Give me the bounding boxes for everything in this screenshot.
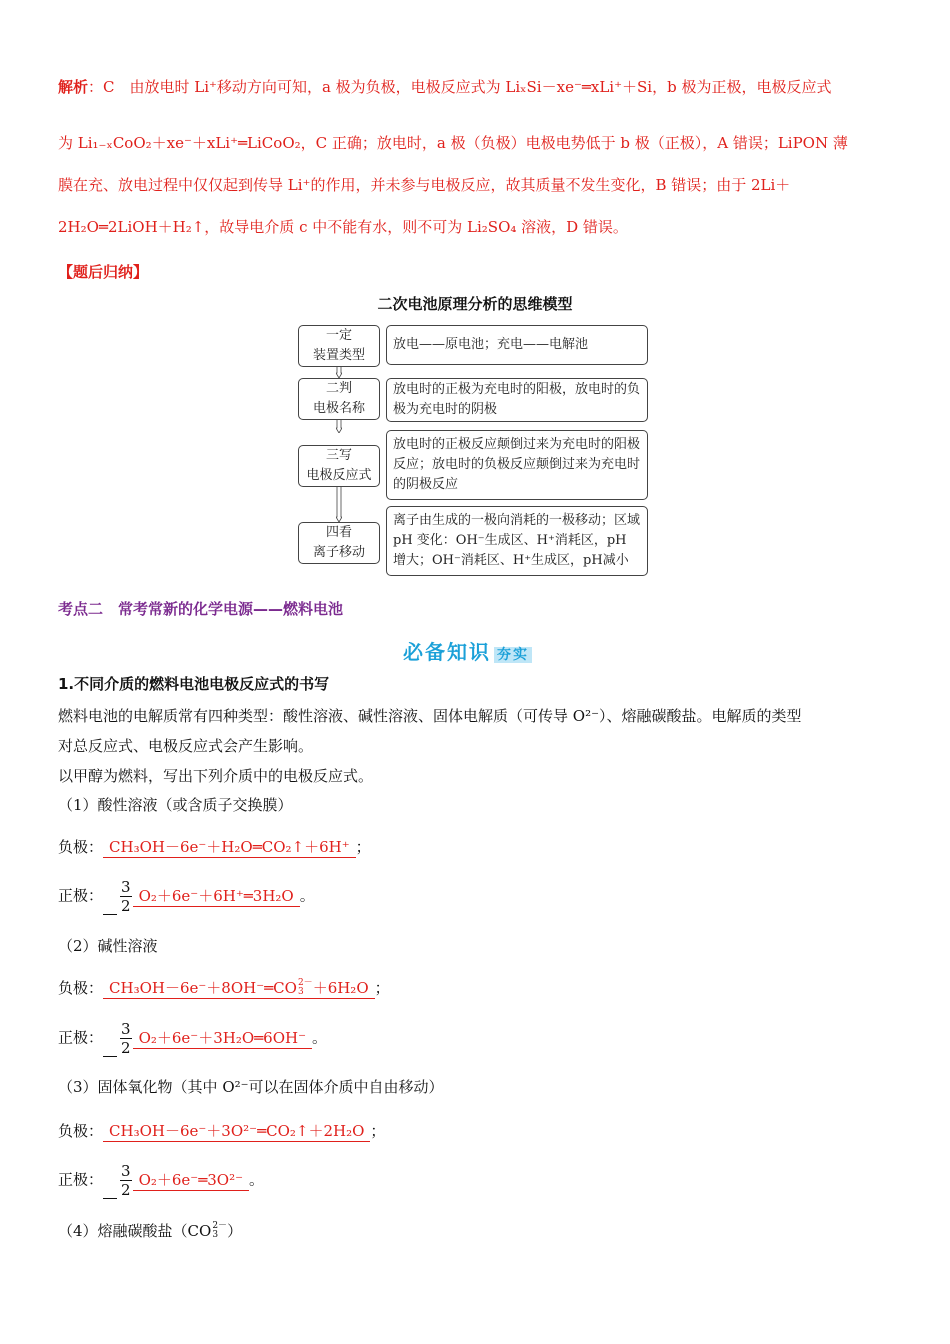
thinking-model-flowchart [298, 323, 654, 579]
analysis-line-3: 膜在充、放电过程中仅仅起到传导 Li⁺的作用，并未参与电极反应，故其质量不发生变化，B 错误；由于 2Li＋ [58, 176, 791, 194]
section-title: 考点二 常考常新的化学电源——燃料电池 [58, 600, 344, 618]
flow-step-1-text: 放电——原电池；充电——电解池 [386, 325, 648, 365]
summary-tag: 【题后归纳】 [58, 263, 149, 281]
analysis-line-2: 为 Li₁₋ₓCoO₂＋xe⁻＋xLi⁺═LiCoO₂，C 正确；放电时，a 极（负极）电极电势低于 b 极（正极），A 错误；LiPON 薄 [58, 134, 848, 152]
flow-step-4-text: 离子由生成的一极向消耗的一极移动；区域 pH 变化：OH⁻生成区、H⁺消耗区，pH 增大；OH⁻消耗区、H⁺生成区，pH减小 [386, 506, 648, 576]
down-arrow-icon [336, 419, 342, 433]
fraction: $\frac{3}{2}$ [121, 1162, 131, 1199]
flow-step-3-text: 放电时的正极反应颠倒过来为充电时的阳极反应；放电时的负极反应颠倒过来为充电时的阴极反应 [386, 430, 648, 500]
flow-step-2-text: 放电时的正极为充电时的阳极，放电时的负极为充电时的阴极 [386, 378, 648, 422]
medium-3-positive: 正极： $\frac{3}{2}$ O₂＋6e⁻═3O²⁻ 。 [58, 1162, 265, 1199]
analysis-line-1: 解析：C 由放电时 Li⁺移动方向可知，a 极为负极，电极反应式为 LiₓSi－xe⁻═xLi⁺＋Si，b 极为正极，电极反应式 [58, 78, 832, 96]
down-arrow-icon [336, 366, 342, 378]
heading-1: 1.不同介质的燃料电池电极反应式的书写 [58, 675, 330, 693]
flow-step-4-label: 四看 离子移动 [298, 522, 380, 564]
medium-2-negative: 负极： CH₃OH－6e⁻＋8OH⁻═CO 2－ 3 ＋6H₂O ； [58, 977, 390, 997]
medium-1-positive: 正极： $\frac{3}{2}$ O₂＋6e⁻＋6H⁺═3H₂O 。 [58, 878, 315, 915]
medium-3-negative: 负极： CH₃OH－6e⁻＋3O²⁻═CO₂↑＋2H₂O ； [58, 1122, 386, 1140]
medium-2-heading: （2）碱性溶液 [58, 937, 158, 955]
medium-1-negative: 负极： CH₃OH－6e⁻＋H₂O═CO₂↑＋6H⁺ ； [58, 838, 371, 856]
knowledge-banner: 必备知识 夯实 [403, 636, 532, 665]
down-arrow-icon [336, 486, 342, 522]
answer-blank: CH₃OH－6e⁻＋8OH⁻═CO 2－ 3 ＋6H₂O [103, 977, 375, 999]
fraction: $\frac{3}{2}$ [121, 1020, 131, 1057]
flow-step-2-label: 二判 电极名称 [298, 378, 380, 420]
analysis-label: 解析 [58, 78, 89, 96]
paragraph-1: 燃料电池的电解质常有四种类型：酸性溶液、碱性溶液、固体电解质（可传导 O²⁻）、熔融碳酸盐。电解质的类型 [58, 707, 802, 725]
flow-step-1-label: 一定 装置类型 [298, 325, 380, 367]
medium-1-heading: （1）酸性溶液（或含质子交换膜） [58, 796, 293, 814]
answer-blank: O₂＋6e⁻＋6H⁺═3H₂O [133, 885, 300, 907]
medium-2-positive: 正极： $\frac{3}{2}$ O₂＋6e⁻＋3H₂O═6OH⁻ 。 [58, 1020, 328, 1057]
paragraph-3: 以甲醇为燃料，写出下列介质中的电极反应式。 [58, 767, 374, 785]
flow-step-3-label: 三写 电极反应式 [298, 445, 380, 487]
flow-title: 二次电池原理分析的思维模型 [377, 295, 573, 313]
answer-blank: O₂＋6e⁻═3O²⁻ [133, 1169, 249, 1191]
fraction: $\frac{3}{2}$ [121, 878, 131, 915]
medium-4-heading: （4）熔融碳酸盐（CO 2－ 3 ） [58, 1220, 243, 1240]
answer-blank: O₂＋6e⁻＋3H₂O═6OH⁻ [133, 1027, 312, 1049]
answer-blank: CH₃OH－6e⁻＋3O²⁻═CO₂↑＋2H₂O [103, 1120, 370, 1142]
paragraph-2: 对总反应式、电极反应式会产生影响。 [58, 737, 314, 755]
analysis-line-4: 2H₂O═2LiOH＋H₂↑，故导电介质 c 中不能有水，则不可为 Li₂SO₄ 溶液，D 错误。 [58, 218, 628, 236]
answer-blank: CH₃OH－6e⁻＋H₂O═CO₂↑＋6H⁺ [103, 836, 356, 858]
medium-3-heading: （3）固体氧化物（其中 O²⁻可以在固体介质中自由移动） [58, 1078, 444, 1096]
